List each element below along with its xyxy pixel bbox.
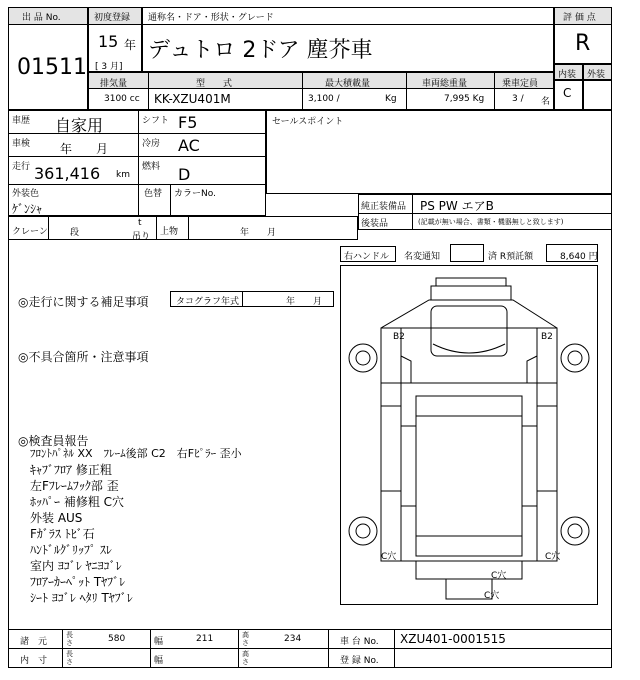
aftermarket-label: 後装品 xyxy=(361,219,389,229)
name-change-label: 名変通知 xyxy=(404,252,441,262)
mileage-label: 走行 xyxy=(12,162,31,172)
inspector-report-label: ◎検査員報告 xyxy=(18,434,89,448)
report-line: ﾌﾛﾝﾄﾊﾟﾈﾙ XX ﾌﾚｰﾑ後部 C2 右Fﾋﾟﾗｰ 歪小 xyxy=(30,447,242,460)
exterior-grade-cell xyxy=(583,80,612,110)
equipment-label: 純正装備品 xyxy=(361,202,407,212)
tacho-ym: 年 月 xyxy=(286,297,323,307)
rhd-label: 右ハンドル xyxy=(344,252,390,262)
height-label: 高さ xyxy=(242,631,249,647)
interior-grade: C xyxy=(563,86,572,100)
capacity-label: 乗車定員 xyxy=(502,79,539,89)
gross-weight-label: 車両総重量 xyxy=(422,79,468,89)
width-label: 幅 xyxy=(154,637,164,647)
shift-value: F5 xyxy=(178,113,198,132)
damage-mark-c-hole-center: C穴 xyxy=(491,571,507,581)
footer-row-inner xyxy=(8,648,612,668)
model-code: KK-XZU401M xyxy=(154,92,231,106)
fuel-value: D xyxy=(178,165,191,184)
crane-label: クレーン xyxy=(12,227,48,237)
aftermarket-note: (記載が無い場合、書類・機器無しと致します) xyxy=(418,218,564,226)
max-load-label: 最大積載量 xyxy=(325,79,371,89)
first-reg-year-char: 年 xyxy=(124,38,137,52)
crane-ton: t xyxy=(138,218,142,228)
inner-label: 内 寸 xyxy=(20,656,48,666)
sales-point-label: セールスポイント xyxy=(272,117,344,127)
report-line: 左Fﾌﾚｰﾑﾌｯｸ部 歪 xyxy=(30,479,119,493)
damage-mark-b2-left: B2 xyxy=(393,332,405,342)
fuel-label: 燃料 xyxy=(142,162,161,172)
max-load: 3,100 / xyxy=(308,94,340,104)
chassis-label: 車 台 No. xyxy=(340,637,379,647)
mileage-unit: km xyxy=(116,170,130,180)
damage-mark-c-hole-left: C穴 xyxy=(381,552,397,562)
equipment-value: PS PW エアB xyxy=(420,199,494,213)
width-value: 211 xyxy=(196,634,214,644)
crane-row xyxy=(8,216,358,240)
capacity-unit: 名 xyxy=(541,97,551,107)
model-name: デュトロ 2ドア 塵芥車 xyxy=(148,38,373,63)
damage-diagram xyxy=(340,265,598,605)
crane-stage: 段 xyxy=(70,228,80,238)
interior-label: 内装 xyxy=(558,70,577,80)
tacho-label: タコグラフ年式 xyxy=(176,297,240,307)
report-line: ｼｰﾄ ﾖｺﾞﾚ ﾍﾀﾘ Tﾔﾌﾞﾚ xyxy=(30,591,133,605)
lot-label: 出 品 No. xyxy=(22,13,61,23)
history-value: 自家用 xyxy=(55,116,104,135)
inspection-value: 年 月 xyxy=(60,142,109,156)
report-line: ﾌﾛｱｰｶｰﾍﾟｯﾄ Tﾔﾌﾞﾚ xyxy=(30,575,126,589)
damage-mark-b2-right: B2 xyxy=(541,332,553,342)
displacement: 3100 cc xyxy=(104,94,140,104)
report-line: 外装 AUS xyxy=(30,511,83,525)
grade-value: R xyxy=(575,31,591,56)
report-line: 室内 ﾖｺﾞﾚ ﾔﾆﾖｺﾞﾚ xyxy=(30,559,122,573)
length-value: 580 xyxy=(108,634,126,644)
inspection-label: 車検 xyxy=(12,139,31,149)
color-code-label: 色替 xyxy=(144,189,163,199)
deposit-label: 済 R預託額 xyxy=(488,252,534,262)
report-line: ｷｬﾌﾞﾌﾛｱ 修正粗 xyxy=(30,463,112,477)
crane-lift: 吊り xyxy=(132,232,151,242)
reg-label: 登 録 No. xyxy=(340,656,379,666)
first-reg-year: 15 xyxy=(98,32,119,51)
inner-height-label: 高さ xyxy=(242,650,249,666)
color-label: 外装色 xyxy=(12,189,40,199)
report-line: ﾎｯﾊﾟｰ 補修粗 C穴 xyxy=(30,495,125,509)
details-block xyxy=(8,110,266,216)
upper-ym: 年 月 xyxy=(240,228,277,238)
grade-label: 評 価 点 xyxy=(563,13,596,23)
ac-label: 冷房 xyxy=(142,139,161,149)
damage-mark-c-hole-rear: C穴 xyxy=(484,591,500,601)
report-line: ﾊﾝﾄﾞﾙｸﾞﾘｯﾌﾟ ｽﾚ xyxy=(30,543,112,557)
lot-number: 01511 xyxy=(17,55,87,80)
upper-label: 上物 xyxy=(160,227,179,237)
capacity: 3 / xyxy=(512,94,524,104)
exterior-label: 外装 xyxy=(587,70,606,80)
report-line: Fｶﾞﾗｽ ﾄﾋﾞ石 xyxy=(30,527,95,541)
name-change-box xyxy=(450,244,484,262)
defect-notes-label: ◎不具合箇所・注意事項 xyxy=(18,350,149,364)
damage-mark-c-hole-right: C穴 xyxy=(545,552,561,562)
chassis-value: XZU401-0001515 xyxy=(400,632,506,646)
disp-label: 排気量 xyxy=(100,79,128,89)
first-reg-label: 初度登録 xyxy=(94,13,131,23)
driving-notes-label: ◎走行に関する補足事項 xyxy=(18,295,149,309)
ac-value: AC xyxy=(178,136,200,155)
dims-label: 諸 元 xyxy=(20,637,48,647)
gross-weight: 7,995 Kg xyxy=(444,94,485,104)
shift-label: シフト xyxy=(142,116,170,126)
footer-row-dims xyxy=(8,629,612,649)
model-code-label: 型 式 xyxy=(196,79,233,89)
color-no-label: カラーNo. xyxy=(174,189,216,199)
color-value: ｹﾞﾝｼｬ xyxy=(12,202,43,216)
model-label: 通称名・ドア・形状・グレード xyxy=(148,13,274,23)
inspector-report xyxy=(30,446,242,606)
inner-width-label: 幅 xyxy=(154,656,164,666)
history-label: 車歴 xyxy=(12,116,31,126)
len-label: 長さ xyxy=(66,631,73,647)
mileage-value: 361,416 xyxy=(34,164,101,183)
max-load-unit: Kg xyxy=(385,94,397,104)
spec-labels-row xyxy=(88,72,554,89)
deposit-value: 8,640 円 xyxy=(560,252,598,262)
first-reg-month: [ 3 月] xyxy=(95,62,123,72)
height-value: 234 xyxy=(284,634,302,644)
inner-len-label: 長さ xyxy=(66,650,73,666)
